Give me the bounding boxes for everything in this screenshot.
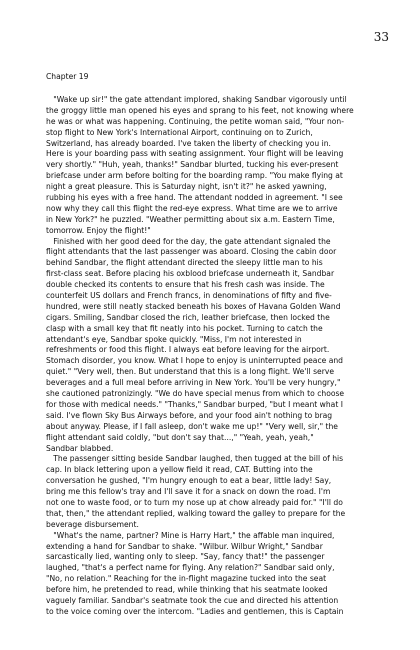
text-line: cap. In black lettering upon a yellow field it read, CAT. Butting into the [46, 465, 313, 475]
text-line: extending a hand for Sandbar to shake. "Wilbur. Wilbur Wright," Sandbar [46, 541, 323, 551]
text-line: refreshments or food this flight. I always eat before leaving for the airport. [46, 345, 330, 355]
text-line: stop flight to New York's International Airport, continuing on to Zurich, [46, 127, 313, 137]
text-line: the groggy little man opened his eyes and sprang to his feet, not knowing where [46, 105, 354, 115]
text-line: briefcase under arm before bolting for the boarding ramp. "You make flying at [46, 171, 343, 181]
text-line: The passenger sitting beside Sandbar laughed, then tugged at the bill of his [46, 454, 344, 464]
text-line: "No, no relation." Reaching for the in-flight magazine tucked into the seat [46, 574, 327, 584]
text-line: behind Sandbar, the flight attendant directed the sleepy little man to his [46, 258, 323, 268]
text-line: to the voice coming over the intercom. "Ladies and gentlemen, this is Captain [46, 606, 344, 616]
text-line: bring me this fellow's tray and I'll save it for a snack on down the road. I'm [46, 487, 331, 497]
text-line: conversation he gushed, "I'm hungry enough to eat a bear, little lady! Say, [46, 476, 332, 486]
text-line: Switzerland, has already boarded. I've taken the liberty of checking you in. [46, 138, 331, 148]
text-line: that, then," the attendant replied, walking toward the galley to prepare for the [46, 508, 346, 518]
text-line: "What's the name, partner? Mine is Harry Hart," the affable man inquired, [46, 530, 335, 540]
text-line: he was or what was happening. Continuing, the petite woman said, "Your non- [46, 116, 344, 126]
text-line: Finished with her good deed for the day, the gate attendant signaled the [46, 236, 331, 246]
text-line: clasp with a small key that fit neatly into his pocket. Turning to catch the [46, 323, 323, 333]
text-line: said. I've flown Sky Bus Airways before, and your food ain't nothing to brag [46, 410, 333, 420]
text-line: in New York?" he puzzled. "Weather permitting about six a.m. Eastern Time, [46, 214, 335, 224]
text-line: night a great pleasure. This is Saturday night, isn't it?" he asked yawning, [46, 182, 327, 192]
text-line: quiet." "Very well, then. But understand that this is a long flight. We'll serve [46, 367, 334, 377]
body-text [46, 95, 380, 618]
chapter-heading: Chapter 19 [46, 72, 89, 81]
text-line: Stomach disorder, you know. What I hope to enjoy is uninterrupted peace and [46, 356, 343, 366]
text-line: hundred, were still neatly stacked beneath his boxes of Havana Golden Wand [46, 301, 341, 311]
text-line: cigars. Smiling, Sandbar closed the rich, leather briefcase, then locked the [46, 312, 330, 322]
text-line: rubbing his eyes with a free hand. The attendant nodded in agreement. "I see [46, 193, 343, 203]
text-line: sarcastically lied, wanting only to sleep. "Say, fancy that!" the passenger [46, 552, 325, 562]
text-line: Sandbar blabbed. [46, 443, 114, 453]
text-line: not one to waste food, or to turn my nose up at chow already paid for." "I'll do [46, 497, 343, 507]
text-line: laughed, "that's a perfect name for flying. Any relation?" Sandbar said only, [46, 563, 335, 573]
text-line: now why they call this flight the red-eye express. What time are we to arrive [46, 203, 338, 213]
text-line: about anyway. Please, if I fall asleep, don't wake me up!" "Very well, sir," the [46, 421, 338, 431]
text-line: flight attendants that the last passenger was aboard. Closing the cabin door [46, 247, 337, 257]
text-line: for those with medical needs." "Thanks," Sandbar burped, "but I meant what I [46, 399, 343, 409]
text-line: vaguely familiar. Sandbar's seatmate took the cue and directed his attention [46, 595, 339, 605]
text-line: flight attendant said coldly, "but don't say that...," "Yeah, yeah, yeah," [46, 432, 314, 442]
text-line: "Wake up sir!" the gate attendant implored, shaking Sandbar vigorously until [46, 95, 347, 104]
page-number: 33 [373, 30, 389, 44]
text-line: first-class seat. Before placing his oxblood briefcase underneath it, Sandbar [46, 269, 335, 279]
text-line: Here is your boarding pass with seating assignment. Your flight will be leaving [46, 149, 344, 159]
text-line: she cautioned patronizingly. "We do have special menus from which to choose [46, 389, 345, 399]
text-line: attendant's eye, Sandbar spoke quickly. "Miss, I'm not interested in [46, 334, 302, 344]
text-line: beverage disbursement. [46, 519, 139, 529]
text-line: double checked its contents to ensure that his fresh cash was inside. The [46, 280, 325, 290]
text-line: tomorrow. Enjoy the flight!" [46, 225, 151, 235]
text-line: very shortly." "Huh, yeah, thanks!" Sandbar blurted, tucking his ever-present [46, 160, 339, 170]
text-line: beverages and a full meal before arriving in New York. You'll be very hungry," [46, 378, 341, 388]
text-line: counterfeit US dollars and French francs, in denominations of fifty and five- [46, 291, 332, 301]
text-line: before him, he pretended to read, while thinking that his seatmate looked [46, 585, 328, 595]
